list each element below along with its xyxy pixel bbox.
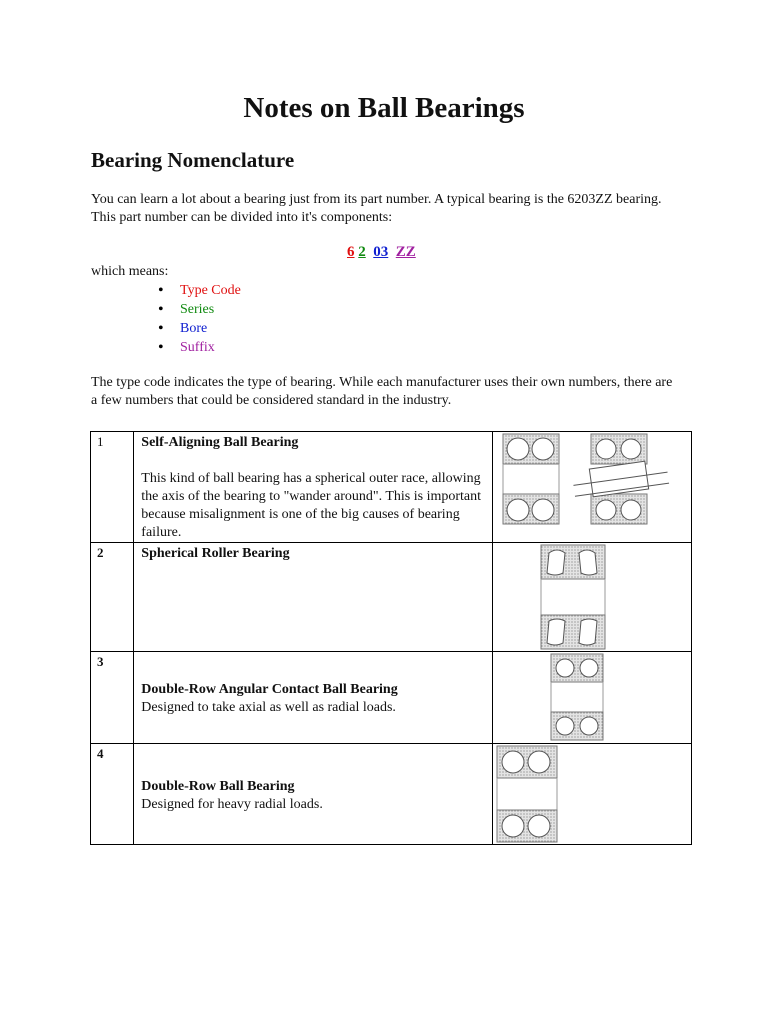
- table-row: [91, 543, 692, 652]
- row-number: 4: [91, 744, 134, 845]
- bearing-description: This kind of ball bearing has a spherical outer race, allowing the axis of the bearing to "wander around". This is important because misalignment is one of the big causes of bearing failure.: [141, 471, 482, 540]
- part-type-code: 6: [347, 244, 355, 260]
- row-description: [134, 543, 493, 652]
- bearing-description: Designed to take axial as well as radial loads.: [141, 700, 396, 715]
- bearing-name: Double-Row Ball Bearing: [141, 779, 295, 794]
- part-bore: 03: [373, 244, 389, 260]
- bearing-illustration: [492, 543, 691, 652]
- double-row-ball-bearing-diagram: [493, 744, 691, 844]
- row-number: 1: [91, 432, 134, 543]
- bearing-name: Double-Row Angular Contact Ball Bearing: [141, 682, 398, 697]
- bearing-illustration: [492, 432, 691, 543]
- part-series: 2: [358, 244, 366, 260]
- table-row: [91, 432, 692, 543]
- row-number: 2: [91, 543, 134, 652]
- bearing-types-table: [90, 431, 692, 845]
- part-number-breakdown: [347, 244, 416, 261]
- legend-item-series: • Series: [158, 300, 241, 319]
- type-code-paragraph: The type code indicates the type of bearing. While each manufacturer uses their own numbers, there are a few numbers that could be considered standard in the industry.: [91, 375, 673, 408]
- row-description: [134, 432, 493, 543]
- bearing-description: Designed for heavy radial loads.: [141, 797, 323, 812]
- table-row: [91, 652, 692, 744]
- intro-paragraph: You can learn a lot about a bearing just from its part number. A typical bearing is the 6203ZZ bearing. This part number can be divided into it's components:: [91, 192, 662, 225]
- self-aligning-bearing-diagram: [493, 432, 691, 538]
- section-heading: Bearing Nomenclature: [91, 148, 295, 172]
- bearing-illustration: [492, 744, 691, 845]
- legend-item-type-code: • Type Code: [158, 281, 241, 300]
- row-description: [134, 652, 493, 744]
- bearing-illustration: [492, 652, 691, 744]
- which-means-label: which means:: [91, 264, 169, 279]
- row-number: 3: [91, 652, 134, 744]
- row-description: [134, 744, 493, 845]
- legend-item-bore: • Bore: [158, 319, 241, 338]
- legend-item-suffix: • Suffix: [158, 338, 241, 357]
- angular-contact-bearing-diagram: [493, 652, 691, 742]
- page-title: Notes on Ball Bearings: [243, 92, 525, 124]
- bearing-name: Self-Aligning Ball Bearing: [141, 435, 299, 450]
- spherical-roller-bearing-diagram: [493, 543, 691, 651]
- bearing-name: Spherical Roller Bearing: [141, 546, 290, 561]
- table-row: [91, 744, 692, 845]
- legend-list: [158, 281, 241, 357]
- part-suffix: ZZ: [395, 244, 416, 260]
